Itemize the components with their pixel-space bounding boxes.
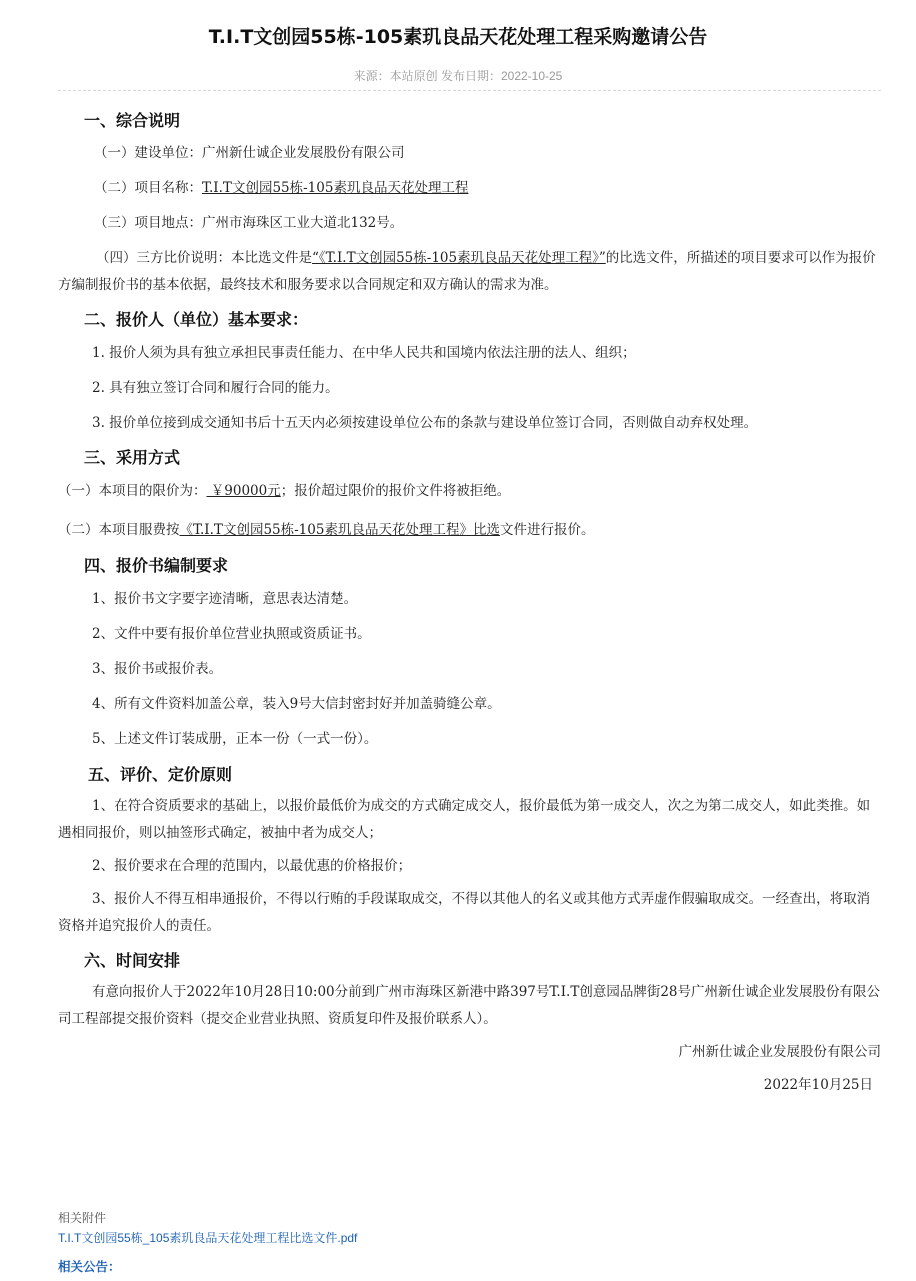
section-heading-3: 三、采用方式 xyxy=(84,448,181,467)
s6-paragraph-1: 有意向报价人于2022年10月28日10:00分前到广州市海珠区新港中路397号T.I.T创意园品牌街28号广州新仕诚企业发展股份有限公司工程部提交报价资料（提交企业营业执照、资质复印件及报价联系人）。 xyxy=(58,984,881,1027)
s3-paragraph-1: （一）本项目的限价为： ￥90000元；报价超过限价的报价文件将被拒绝。 xyxy=(58,483,511,499)
section-heading-5: 五、评价、定价原则 xyxy=(88,765,233,784)
s2-paragraph-3: 3. 报价单位接到成交通知书后十五天内必须按建设单位公布的条款与建设单位签订合同，否则做自动弃权处理。 xyxy=(92,415,758,431)
s1-paragraph-2: （二）项目名称：T.I.T文创园55栋-105素玑良品天花处理工程 xyxy=(94,180,469,196)
project-name-link: T.I.T文创园55栋-105素玑良品天花处理工程 xyxy=(202,180,469,196)
s3-paragraph-2: （二）本项目服费按《T.I.T文创园55栋-105素玑良品天花处理工程》比选文件进行报价。 xyxy=(58,522,595,538)
divider xyxy=(58,90,881,91)
s5-paragraph-3: 3、报价人不得互相串通报价，不得以行贿的手段谋取成交，不得以其他人的名义或其他方式弄虚作假骗取成交。一经查出，将取消资格并追究报价人的责任。 xyxy=(58,891,871,934)
s1-paragraph-4: （四）三方比价说明：本比选文件是“《T.I.T文创园55栋-105素玑良品天花处理工程》”的比选文件，所描述的项目要求可以作为报价方编制报价书的基本依据，最终技术和服务要求以合同规定和双方确认的需求为准。 xyxy=(58,250,876,293)
signature-date: 2022年10月25日 xyxy=(763,1077,873,1093)
section-heading-6: 六、时间安排 xyxy=(84,951,181,970)
project-doc-link: “《T.I.T文创园55栋-105素玑良品天花处理工程》” xyxy=(312,250,606,266)
s4-paragraph-1: 1、报价书文字要字迹清晰，意思表达清楚。 xyxy=(92,591,358,607)
article-title: T.I.T文创园55栋-105素玑良品天花处理工程采购邀请公告 xyxy=(208,26,708,48)
signature-company: 广州新仕诚企业发展股份有限公司 xyxy=(678,1044,881,1060)
related-notices-label: 相关公告： xyxy=(58,1260,121,1274)
s2-paragraph-2: 2. 具有独立签订合同和履行合同的能力。 xyxy=(92,380,339,396)
section-heading-4: 四、报价书编制要求 xyxy=(84,556,229,575)
s4-paragraph-5: 5、上述文件订装成册，正本一份（一式一份）。 xyxy=(92,731,378,747)
attachment-link[interactable]: T.I.T文创园55栋_105素玑良品天花处理工程比选文件.pdf xyxy=(58,1231,358,1245)
s4-paragraph-4: 4、所有文件资料加盖公章，装入9号大信封密封好并加盖骑缝公章。 xyxy=(92,696,501,712)
price-limit: ￥90000元 xyxy=(206,483,281,499)
section-heading-2: 二、报价人（单位）基本要求： xyxy=(84,310,309,329)
s2-paragraph-1: 1. 报价人须为具有独立承担民事责任能力、在中华人民共和国境内依法注册的法人、组织； xyxy=(92,345,636,361)
s5-paragraph-1: 1、在符合资质要求的基础上，以报价最低价为成交的方式确定成交人，报价最低为第一成交人，次之为第二成交人，如此类推。如遇相同报价，则以抽签形式确定，被抽中者为成交人； xyxy=(58,798,871,841)
s1-paragraph-3: （三）项目地点：广州市海珠区工业大道北132号。 xyxy=(94,215,404,231)
article-body xyxy=(58,97,881,1099)
article-meta: 来源：本站原创 发布日期：2022-10-25 xyxy=(353,69,563,83)
s1-paragraph-1: （一）建设单位：广州新仕诚企业发展股份有限公司 xyxy=(94,145,405,161)
project-doc-link-2: 《T.I.T文创园55栋-105素玑良品天花处理工程》比选 xyxy=(179,522,500,538)
s4-paragraph-2: 2、文件中要有报价单位营业执照或资质证书。 xyxy=(92,626,371,642)
section-heading-1: 一、综合说明 xyxy=(84,111,181,130)
s4-paragraph-3: 3、报价书或报价表。 xyxy=(92,661,223,677)
s5-paragraph-2: 2、报价要求在合理的范围内，以最优惠的价格报价； xyxy=(92,858,412,874)
attachments-label: 相关附件 xyxy=(58,1211,107,1225)
